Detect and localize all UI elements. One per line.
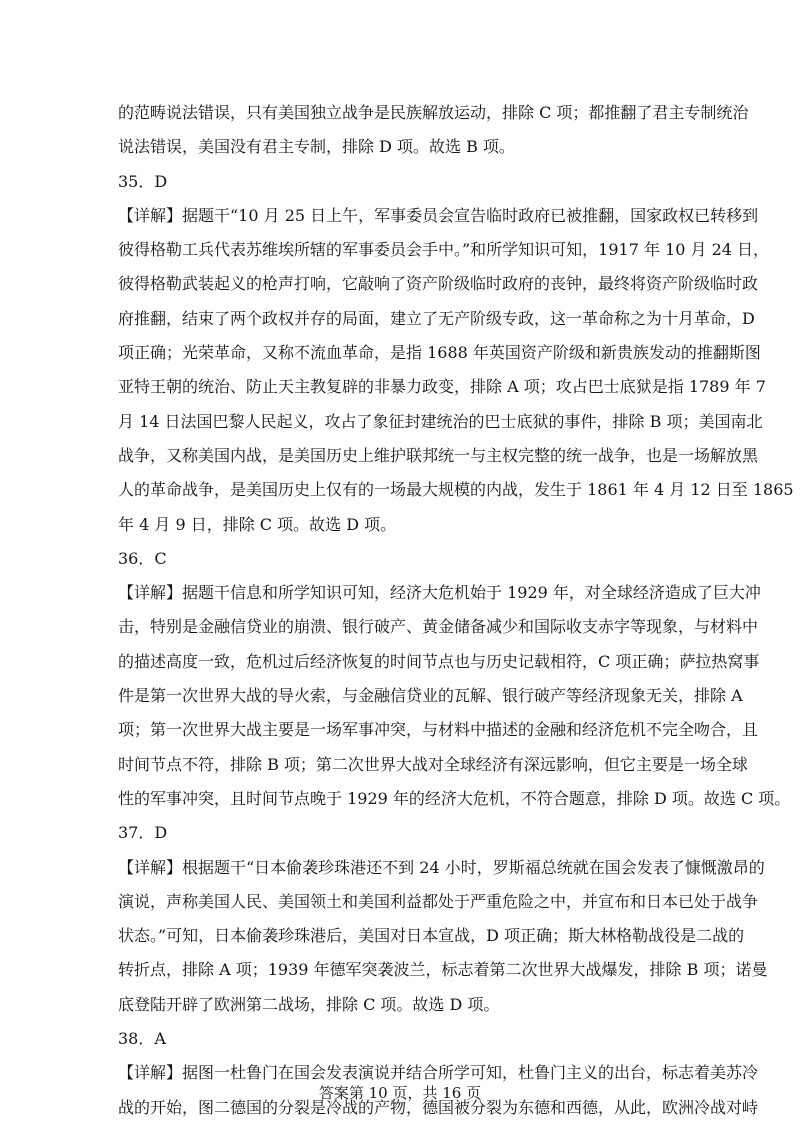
question-38 [118, 1022, 759, 1125]
text-line: 性的军事冲突，且时间节点晚于 1929 年的经济大危机，不符合题意，排除 D 项。故选 C 项。 [118, 788, 791, 808]
answer-content [118, 96, 794, 1125]
text-line: 战争，又称美国内战，是美国历史上维护联邦统一与主权完整的统一战争，也是一场解放黑 [118, 445, 759, 465]
question-number: 38．A [118, 1029, 166, 1049]
text-line: 击，特别是金融信贷业的崩溃、银行破产、黄金储备减少和国际收支赤字等现象，与材料中 [118, 617, 759, 637]
text-line: 【详解】根据题干“日本偷袭珍珠港还不到 24 小时，罗斯福总统就在国会发表了慷慨激昂的 [118, 857, 765, 877]
question-number: 37．D [118, 823, 168, 843]
text-line: 项；第一次世界大战主要是一场军事冲突，与材料中描述的金融和经济危机不完全吻合，且 [118, 720, 759, 740]
text-line: 项正确；光荣革命，又称不流血革命，是指 1688 年英国资产阶级和新贵族发动的推翻斯图 [118, 343, 761, 363]
question-number: 35．D [118, 171, 168, 191]
text-line: 状态。”可知，日本偷袭珍珠港后，美国对日本宣战，D 项正确；斯大林格勒战役是二战的 [118, 926, 745, 946]
text-line: 的描述高度一致，危机过后经济恢复的时间节点也与历史记载相符，C 项正确；萨拉热窝事 [118, 651, 760, 671]
text-line: 【详解】据题干“10 月 25 日上午，军事委员会宣告临时政府已被推翻，国家政权已转移到 [118, 205, 759, 225]
text-line: 转折点，排除 A 项；1939 年德军突袭波兰，标志着第二次世界大战爆发，排除 B 项；诺曼 [118, 960, 768, 980]
text-line: 【详解】据图一杜鲁门在国会发表演说并结合所学可知，杜鲁门主义的出台，标志着美苏冷 [118, 1063, 759, 1083]
question-number: 36．C [118, 548, 167, 568]
text-line: 的范畴说法错误，只有美国独立战争是民族解放运动，排除 C 项；都推翻了君主专制统治 [118, 103, 749, 122]
text-line: 彼得格勒武装起义的枪声打响，它敲响了资产阶级临时政府的丧钟，最终将资产阶级临时政 [118, 274, 759, 294]
text-line: 人的革命战争，是美国历史上仅有的一场最大规模的内战，发生于 1861 年 4 月 12 日至 1865 [118, 480, 794, 500]
question-35 [118, 165, 794, 542]
text-line: 底登陆开辟了欧洲第二战场，排除 C 项。故选 D 项。 [118, 994, 500, 1014]
text-line: 月 14 日法国巴黎人民起义，攻占了象征封建统治的巴士底狱的事件，排除 B 项；美国南北 [118, 411, 763, 431]
continuation-paragraph [118, 96, 749, 165]
text-line: 【详解】据题干信息和所学知识可知，经济大危机始于 1929 年，对全球经济造成了巨大冲 [118, 583, 761, 603]
text-line: 时间节点不符，排除 B 项；第二次世界大战对全球经济有深远影响，但它主要是一场全球 [118, 754, 748, 774]
text-line: 说法错误，美国没有君主专制，排除 D 项。故选 B 项。 [118, 137, 515, 157]
text-line: 府推翻，结束了两个政权并存的局面，建立了无产阶级专政，这一革命称之为十月革命，D [118, 308, 755, 328]
question-36 [118, 542, 791, 816]
page-footer: 答案第 10 页，共 16 页 [318, 1084, 482, 1102]
text-line: 战的开始，图二德国的分裂是冷战的产物，德国被分裂为东德和西德，从此，欧洲冷战对峙 [118, 1097, 759, 1117]
text-line: 彼得格勒工兵代表苏维埃所辖的军事委员会手中。”和所学知识可知，1917 年 10 月 24 日， [118, 240, 770, 260]
text-line: 件是第一次世界大战的导火索，与金融信贷业的瓦解、银行破产等经济现象无关，排除 A [118, 686, 743, 706]
text-line: 演说，声称美国人民、美国领土和美国利益都处于严重危险之中，并宣布和日本已处于战争 [118, 891, 759, 911]
text-line: 亚特王朝的统治、防止天主教复辟的非暴力政变，排除 A 项；攻占巴士底狱是指 1789 年 7 [118, 377, 766, 397]
text-line: 年 4 月 9 日，排除 C 项。故选 D 项。 [118, 514, 397, 534]
question-37 [118, 816, 768, 1022]
